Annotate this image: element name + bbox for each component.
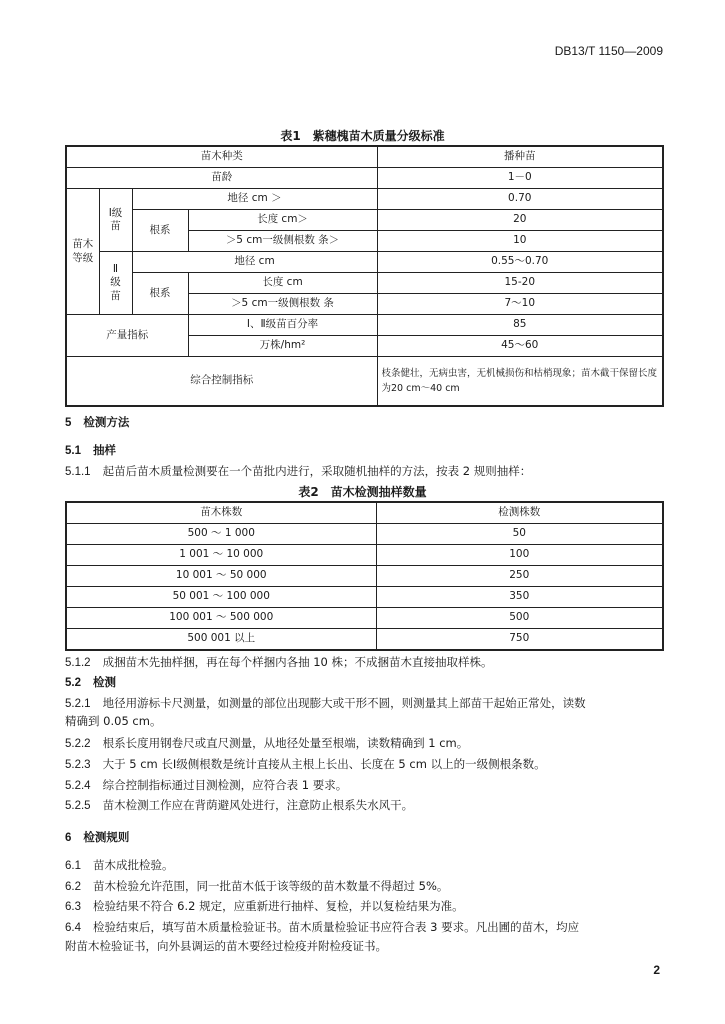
- section-number: 5.2.2: [65, 738, 91, 750]
- table-row: [66, 210, 663, 231]
- table-row: [66, 502, 663, 524]
- subsection-heading: [65, 440, 665, 461]
- paragraph-text: 检验结果不符合 6.2 规定，应重新进行抽样、复检，并以复检结果为准。: [93, 899, 464, 913]
- table-row: [66, 273, 663, 294]
- table-cell: 地径 cm ＞: [132, 189, 377, 210]
- section-number: 5.1.2: [65, 657, 91, 669]
- table-cell: Ⅰ、Ⅱ级苗百分率: [188, 315, 377, 336]
- paragraph-text: 检验结束后，填写苗木质量检验证书。苗木质量检验证书应符合表 3 要求。凡出圃的苗木，均应: [93, 920, 580, 934]
- table-cell: 10 001 ～ 50 000: [66, 566, 376, 587]
- section-title: 抽样: [93, 443, 116, 457]
- section-heading: [65, 827, 665, 848]
- table-cell: 500 ～ 1 000: [66, 524, 376, 545]
- table-row: [66, 587, 663, 608]
- table-cell: 检测株数: [376, 502, 663, 524]
- table-cell: 地径 cm: [132, 252, 377, 273]
- section-number: 5.2: [65, 677, 81, 689]
- paragraph-text: 成捆苗木先抽样捆，再在每个样捆内各抽 10 株；不成捆苗木直接抽取样株。: [102, 655, 493, 669]
- paragraph: [65, 896, 665, 917]
- table-cell: 100 001 ～ 500 000: [66, 608, 376, 629]
- section-number: 5.2.1: [65, 698, 91, 710]
- table-cell: 85: [377, 315, 663, 336]
- paragraph-continuation: 精确到 0.05 cm。: [65, 714, 162, 728]
- section-number: 5.2.5: [65, 800, 91, 812]
- table2-caption: 表2 苗木检测抽样数量: [298, 485, 427, 499]
- doc-code: DB13/T 1150—2009: [554, 44, 663, 58]
- table-row: [66, 524, 663, 545]
- paragraph-text: 综合控制指标通过目测检测，应符合表 1 要求。: [102, 778, 348, 792]
- table-cell: 苗木株数: [66, 502, 376, 524]
- table-row: [66, 566, 663, 587]
- table-cell: 长度 cm: [188, 273, 377, 294]
- paragraph: [65, 461, 665, 482]
- section-heading: [65, 412, 665, 433]
- table-cell: 万株/hm²: [188, 336, 377, 357]
- paragraph-text: 大于 5 cm 长Ⅰ级侧根数是统计直接从主根上长出、长度在 5 cm 以上的一级侧根条数。: [102, 757, 546, 771]
- table-cell: 500: [376, 608, 663, 629]
- table-cell: 750: [376, 629, 663, 651]
- table-cell: 播种苗: [377, 146, 663, 168]
- section-number: 6.3: [65, 901, 81, 913]
- table-cell: 350: [376, 587, 663, 608]
- table-cell: 综合控制指标: [66, 357, 377, 407]
- table-cell: 根系: [132, 210, 188, 252]
- table-row: [66, 168, 663, 189]
- table-row: [66, 545, 663, 566]
- table-cell: 苗木等级: [66, 189, 99, 315]
- paragraph: [65, 917, 665, 938]
- table-cell: 0.70: [377, 189, 663, 210]
- paragraph: [65, 775, 665, 796]
- section-number: 5: [65, 417, 72, 429]
- table-cell: 1－0: [377, 168, 663, 189]
- paragraph: [65, 855, 665, 876]
- paragraph-continuation: 附苗木检验证书，向外县调运的苗木要经过检疫并附检疫证书。: [65, 939, 387, 953]
- table-row: [66, 189, 663, 210]
- paragraph: [65, 733, 665, 754]
- paragraph-text: 根系长度用钢卷尺或直尺测量，从地径处量至根端，读数精确到 1 cm。: [102, 736, 469, 750]
- table-row: [66, 315, 663, 336]
- table-cell: 50: [376, 524, 663, 545]
- section-number: 5.1: [65, 445, 81, 457]
- table-cell: 苗木种类: [66, 146, 377, 168]
- quality-grade-table: [65, 145, 664, 407]
- table-cell: 500 001 以上: [66, 629, 376, 651]
- table-cell: 20: [377, 210, 663, 231]
- table-cell: 产量指标: [66, 315, 188, 357]
- table-row: [66, 357, 663, 407]
- table-cell: ＞5 cm一级侧根数 条＞: [188, 231, 377, 252]
- table-cell: 15-20: [377, 273, 663, 294]
- table-cell: 枝条健壮，无病虫害，无机械损伤和枯梢现象；苗木截干保留长度为20 cm～40 cm: [377, 357, 663, 407]
- subsection-heading: [65, 672, 665, 693]
- paragraph: [65, 754, 665, 775]
- table-cell: Ⅱ级苗: [99, 252, 132, 315]
- section-number: 6: [65, 832, 72, 844]
- table-cell: 50 001 ～ 100 000: [66, 587, 376, 608]
- section-number: 5.2.3: [65, 759, 91, 771]
- paragraph-text: 苗木检测工作应在背荫避风处进行，注意防止根系失水风干。: [102, 798, 414, 812]
- table-cell: 100: [376, 545, 663, 566]
- paragraph-text: 苗木成批检验。: [93, 858, 174, 872]
- table-cell: 1 001 ～ 10 000: [66, 545, 376, 566]
- table-row: [66, 629, 663, 651]
- table-cell: 0.55～0.70: [377, 252, 663, 273]
- section-title: 检测: [93, 675, 116, 689]
- table-cell: 根系: [132, 273, 188, 315]
- table-row: [66, 146, 663, 168]
- paragraph: [65, 652, 665, 673]
- table-cell: Ⅰ级苗: [99, 189, 132, 252]
- paragraph-text: 苗木检验允许范围，同一批苗木低于该等级的苗木数量不得超过 5%。: [93, 879, 449, 893]
- section-number: 5.2.4: [65, 780, 91, 792]
- section-number: 5.1.1: [65, 466, 91, 478]
- table-row: [66, 608, 663, 629]
- table-cell: 7～10: [377, 294, 663, 315]
- paragraph: [65, 876, 665, 897]
- table-cell: 苗龄: [66, 168, 377, 189]
- paragraph-text: 地径用游标卡尺测量，如测量的部位出现膨大或干形不圆，则测量其上部苗干起始正常处，读数: [102, 696, 586, 710]
- table-cell: 10: [377, 231, 663, 252]
- section-number: 6.2: [65, 881, 81, 893]
- section-title: 检测方法: [83, 415, 130, 429]
- table1-caption: 表1 紫穗槐苗木质量分级标准: [280, 129, 445, 143]
- paragraph: [65, 795, 665, 816]
- section-title: 检测规则: [83, 830, 130, 844]
- section-number: 6.4: [65, 922, 81, 934]
- table-cell: 长度 cm＞: [188, 210, 377, 231]
- table-cell: 250: [376, 566, 663, 587]
- table-cell: 45～60: [377, 336, 663, 357]
- page-number: 2: [653, 963, 660, 977]
- paragraph-text: 起苗后苗木质量检测要在一个苗批内进行，采取随机抽样的方法，按表 2 规则抽样：: [102, 464, 532, 478]
- section-number: 6.1: [65, 860, 81, 872]
- table-row: [66, 252, 663, 273]
- table-cell: ＞5 cm一级侧根数 条: [188, 294, 377, 315]
- sampling-table: [65, 501, 664, 651]
